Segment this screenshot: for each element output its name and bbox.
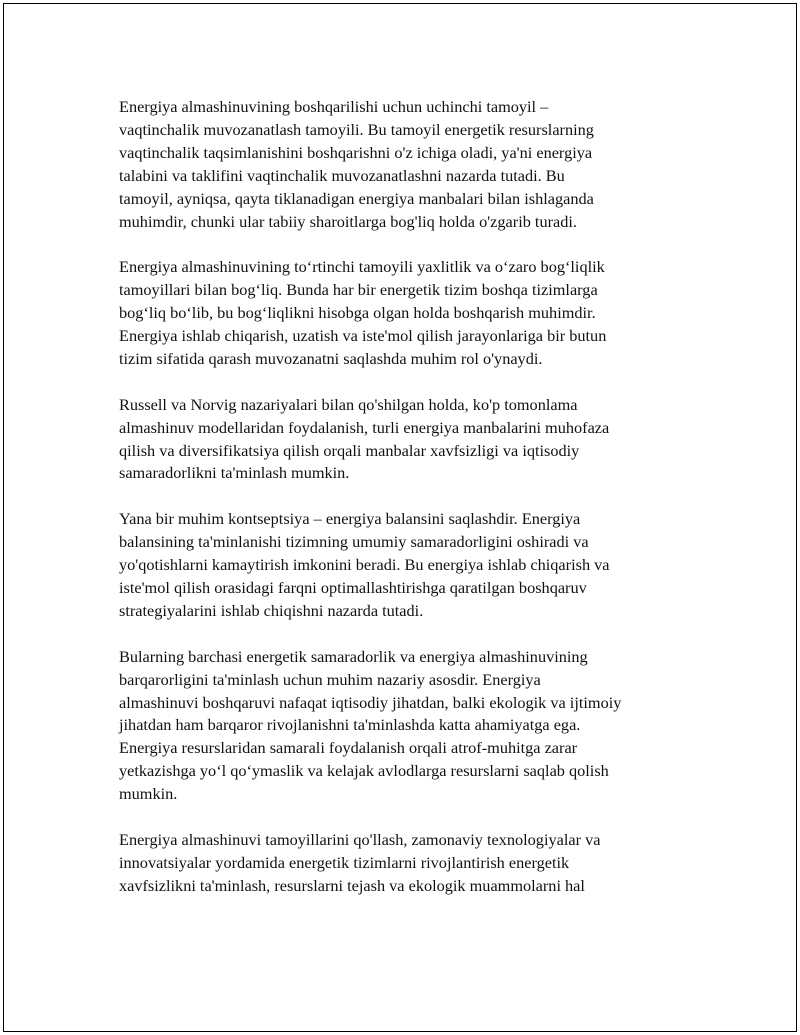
text-line: yetkazishga yo‘l qo‘ymaslik va kelajak avlodlarga resurslarni saqlab qolish [119,761,609,781]
text-line: tamoyil, ayniqsa, qayta tiklanadigan energiya manbalari bilan ishlaganda [119,188,594,208]
text-line: bog‘liq bo‘lib, bu bog‘liqlikni hisobga olgan holda boshqarish muhimdir. [119,303,596,323]
text-line: tamoyillari bilan bog‘liq. Bunda har bir energetik tizim boshqa tizimlarga [119,280,598,300]
paragraph-1 [119,96,694,233]
paragraph-6 [119,829,694,898]
text-line: Energiya almashinuvining to‘rtinchi tamoyili yaxlitlik va o‘zaro bog‘liqlik [119,257,605,277]
text-line: Energiya resurslaridan samarali foydalanish orqali atrof-muhitga zarar [119,738,578,758]
text-line: barqarorligini ta'minlash uchun muhim nazariy asosdir. Energiya [119,669,541,689]
paragraph-4 [119,508,694,623]
text-line: Russell va Norvig nazariyalari bilan qo'shilgan holda, ko'p tomonlama [119,394,578,414]
text-line: Energiya almashinuvining boshqarilishi uchun uchinchi tamoyil – [119,97,549,116]
text-line: strategiyalarini ishlab chiqishni nazarda tutadi. [119,600,424,620]
text-line: vaqtinchalik muvozanatlash tamoyili. Bu tamoyil energetik resurslarning [119,119,594,139]
text-line: tizim sifatida qarash muvozanatni saqlashda muhim rol o'ynaydi. [119,348,543,368]
text-line: Yana bir muhim kontseptsiya – energiya balansini saqlashdir. Energiya [119,509,581,529]
document-page [3,3,797,1032]
text-line: innovatsiyalar yordamida energetik tizimlarni rivojlantirish energetik [119,852,570,872]
text-line: Energiya ishlab chiqarish, uzatish va iste'mol qilish jarayonlariga bir butun [119,326,607,346]
paragraph-5 [119,646,694,806]
paragraph-2 [119,256,694,371]
text-line: balansining ta'minlanishi tizimning umumiy samaradorligini oshiradi va [119,532,589,552]
text-line: Bularning barchasi energetik samaradorlik va energiya almashinuvining [119,646,588,666]
text-line: muhimdir, chunki ular tabiiy sharoitlarga bog'liq holda o'zgarib turadi. [119,211,577,231]
text-line: jihatdan ham barqaror rivojlanishni ta'minlashda katta ahamiyatga ega. [119,715,581,735]
text-line: xavfsizlikni ta'minlash, resurslarni tejash va ekologik muammolarni hal [119,875,585,895]
paragraph-3 [119,394,694,486]
text-line: almashinuvi boshqaruvi nafaqat iqtisodiy jihatdan, balki ekologik va ijtimoiy [119,692,622,712]
text-line: Energiya almashinuvi tamoyillarini qo'llash, zamonaviy texnologiyalar va [119,829,601,849]
text-line: iste'mol qilish orasidagi farqni optimallashtirishga qaratilgan boshqaruv [119,577,587,597]
text-line: yo'qotishlarni kamaytirish imkonini beradi. Bu energiya ishlab chiqarish va [119,555,610,575]
text-line: talabini va taklifini vaqtinchalik muvozanatlashni nazarda tutadi. Bu [119,165,565,185]
text-line: samaradorlikni ta'minlash mumkin. [119,463,350,483]
text-line: vaqtinchalik taqsimlanishini boshqarishni o'z ichiga oladi, ya'ni energiya [119,142,593,162]
text-line: qilish va diversifikatsiya qilish orqali manbalar xavfsizligi va iqtisodiy [119,440,580,460]
text-line: mumkin. [119,784,178,804]
document-body [119,96,694,921]
text-line: almashinuv modellaridan foydalanish, turli energiya manbalarini muhofaza [119,417,610,437]
